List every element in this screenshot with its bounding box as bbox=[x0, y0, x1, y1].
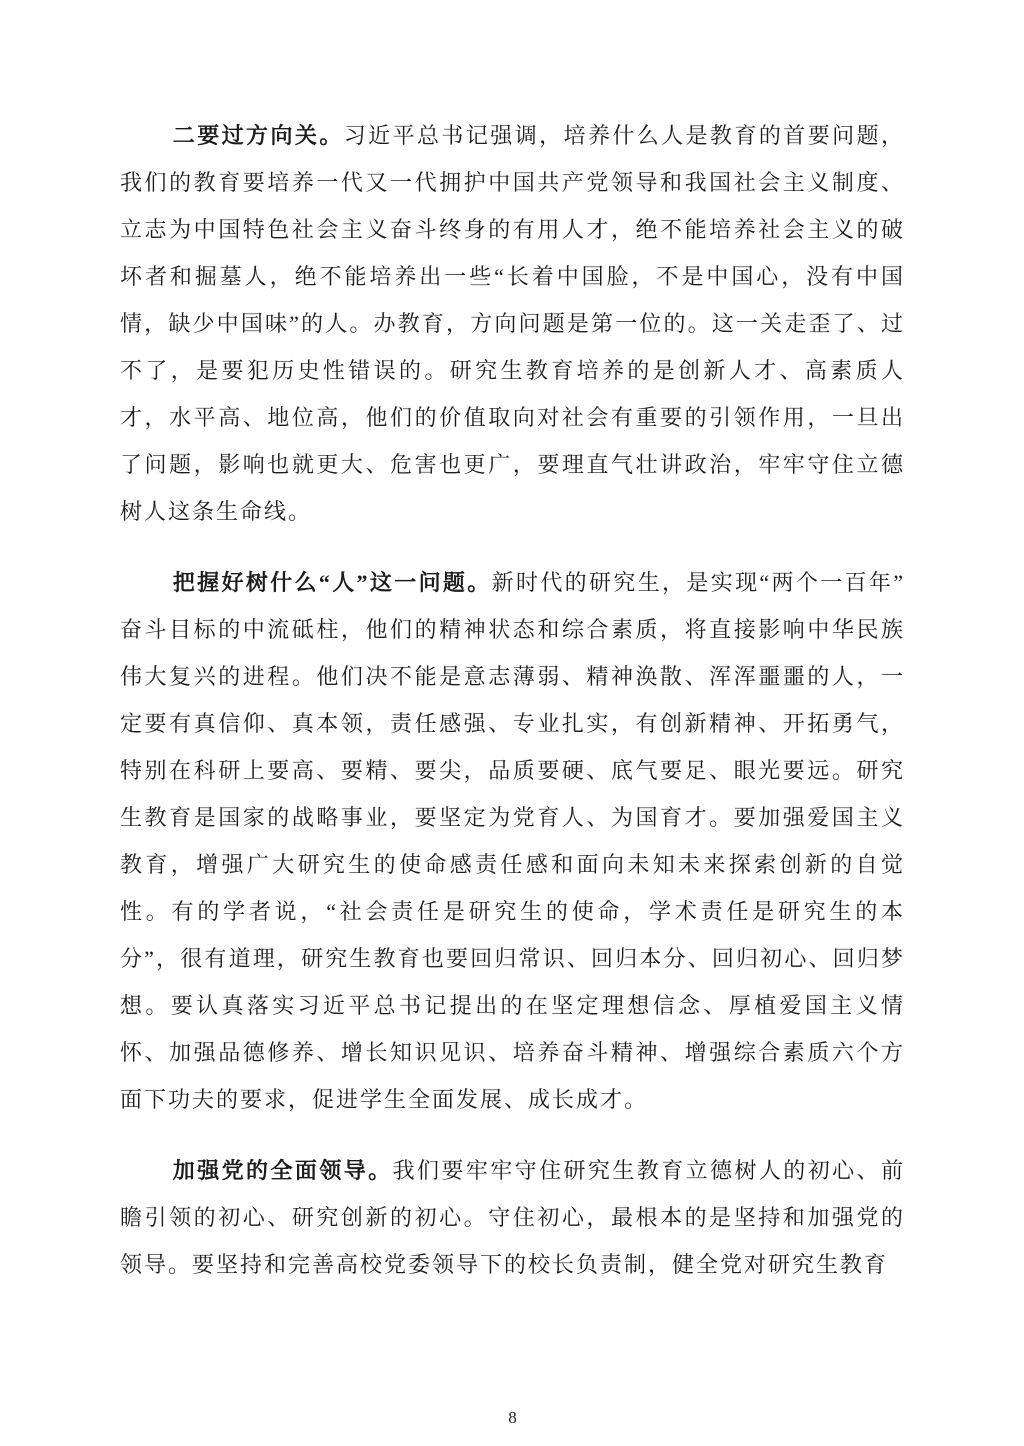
page-footer bbox=[120, 1382, 905, 1446]
paragraph-cultivate-person bbox=[120, 559, 905, 1123]
paragraph-party-leadership bbox=[120, 1147, 905, 1288]
page-number: 8 bbox=[508, 1408, 517, 1427]
paragraph-party-leadership-text: 我们要牢牢守住研究生教育立德树人的初心、前瞻引领的初心、研究创新的初心。守住初心，最根本的是坚持和加强党的领导。要坚持和完善高校党委领导下的校长负责制，健全党对研究生教育 bbox=[120, 1158, 905, 1277]
paragraph-cultivate-person-lead: 把握好树什么“人”这一问题。 bbox=[172, 570, 492, 595]
paragraph-direction-gate-text: 习近平总书记强调，培养什么人是教育的首要问题，我们的教育要培养一代又一代拥护中国共产党领导和我国社会主义制度、立志为中国特色社会主义奋斗终身的有用人才，绝不能培养社会主义的破坏者和掘墓人，绝不能培养出一些“长着中国脸，不是中国心，没有中国情，缺少中国味”的人。办教育，方向问题是第一位的。这一关走歪了、过不了，是要犯历史性错误的。研究生教育培养的是创新人才、高素质人才，水平高、地位高，他们的价值取向对社会有重要的引领作用，一旦出了问题，影响也就更大、危害也更广，要理直气壮讲政治，牢牢守住立德树人这条生命线。 bbox=[120, 123, 905, 524]
paragraph-direction-gate bbox=[120, 112, 905, 535]
paragraph-cultivate-person-text: 新时代的研究生，是实现“两个一百年”奋斗目标的中流砥柱，他们的精神状态和综合素质，将直接影响中华民族伟大复兴的进程。他们决不能是意志薄弱、精神涣散、浑浑噩噩的人，一定要有真信仰、真本领，责任感强、专业扎实，有创新精神、开拓勇气，特别在科研上要高、要精、要尖，品质要硬、底气要足、眼光要远。研究生教育是国家的战略事业，要坚定为党育人、为国育才。要加强爱国主义教育，增强广大研究生的使命感责任感和面向未知未来探索创新的自觉性。有的学者说，“社会责任是研究生的使命，学术责任是研究生的本分”，很有道理，研究生教育也要回归常识、回归本分、回归初心、回归梦想。要认真落实习近平总书记提出的在坚定理想信念、厚植爱国主义情怀、加强品德修养、增长知识见识、培养奋斗精神、增强综合素质六个方面下功夫的要求，促进学生全面发展、成长成才。 bbox=[120, 570, 905, 1112]
paragraph-direction-gate-lead: 二要过方向关。 bbox=[172, 123, 344, 148]
document-body bbox=[120, 112, 905, 1382]
paragraph-party-leadership-lead: 加强党的全面领导。 bbox=[172, 1158, 393, 1183]
